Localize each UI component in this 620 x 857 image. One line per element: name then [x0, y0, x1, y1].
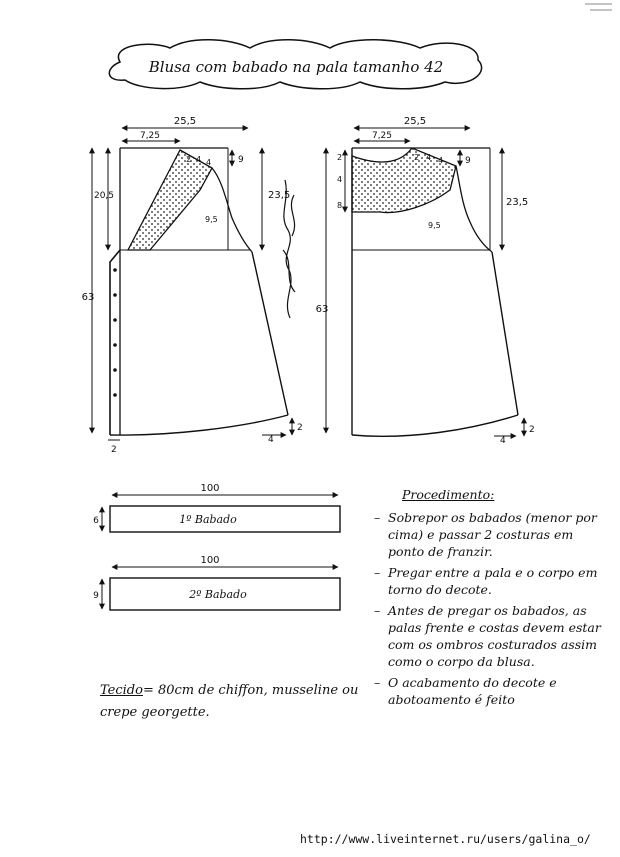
front-yoke-mark-3: 4 [206, 158, 212, 167]
back-left-mark-3: 8 [337, 201, 343, 210]
front-yoke-mark-2: 4 [196, 155, 202, 164]
front-yoke-mark-1: 2 [186, 155, 192, 164]
back-neck-width: 7,25 [371, 131, 393, 141]
procedure-step: – Sobrepor os babados (menor por cima) e passar 2 costuras em ponto de franzir. [372, 509, 610, 560]
back-armhole-depth: 9,5 [428, 221, 441, 230]
back-armhole-height: 23,5 [506, 197, 529, 208]
ruffle-1-length: 100 [200, 483, 220, 494]
procedure-step: – Antes de pregar os babados, as palas frente e costas devem estar com os ombros costurados assim como o corpo da blusa. [372, 602, 610, 670]
title-cloud [109, 40, 481, 89]
fabric-text: = 80cm de chiffon, musseline ou crepe georgette. [100, 683, 359, 720]
procedure-step: – Pregar entre a pala e o corpo em torno do decote. [372, 564, 610, 598]
back-total-length: 63 [315, 304, 329, 315]
back-left-mark-2: 4 [337, 175, 343, 184]
front-shoulder-drop: 9 [238, 155, 244, 165]
front-armhole-depth: 9,5 [205, 215, 218, 224]
back-yoke-mark-3: 4 [438, 156, 444, 165]
procedure-block [372, 486, 610, 712]
button-marks [113, 268, 117, 397]
back-hem-rise: 2 [529, 425, 535, 435]
ruffle-2-height: 9 [93, 591, 99, 601]
procedure-title: Procedimento: [402, 487, 495, 502]
front-armhole-height: 23,5 [268, 190, 291, 201]
back-yoke-mark-1: 2 [414, 153, 420, 162]
front-yoke [128, 150, 212, 250]
back-hem-right: 4 [500, 436, 506, 446]
back-pattern-piece [316, 116, 535, 446]
front-bottom-left: 2 [111, 445, 117, 455]
ruffle-2 [93, 555, 340, 610]
fabric-note [100, 680, 370, 724]
front-hem-rise: 2 [297, 423, 303, 433]
ruffle-1-label: 1º Babado [179, 513, 237, 526]
corner-marks [585, 4, 612, 10]
ruffle-2-label: 2º Babado [189, 588, 247, 601]
front-total-length: 63 [81, 292, 95, 303]
front-hem-right: 4 [268, 435, 274, 445]
page-title: Blusa com babado na pala tamanho 42 [148, 58, 444, 76]
front-neck-width: 7,25 [139, 131, 161, 141]
front-yoke-height: 20,5 [93, 191, 115, 201]
back-shoulder-drop: 9 [465, 156, 471, 166]
front-pattern-piece [82, 116, 303, 455]
source-url: http://www.liveinternet.ru/users/galina_o/ [300, 832, 591, 846]
ruffle-1-height: 6 [93, 516, 99, 526]
fabric-label: Tecido [100, 683, 143, 698]
front-width-top: 25,5 [173, 116, 197, 127]
procedure-step: – O acabamento do decote e abotoamento é feito [372, 674, 610, 708]
back-yoke-mark-2: 4 [426, 153, 432, 162]
back-left-mark-1: 2 [337, 153, 343, 162]
ruffle-1 [93, 483, 340, 532]
back-width-top: 25,5 [403, 116, 427, 127]
ruffle-2-length: 100 [200, 555, 220, 566]
